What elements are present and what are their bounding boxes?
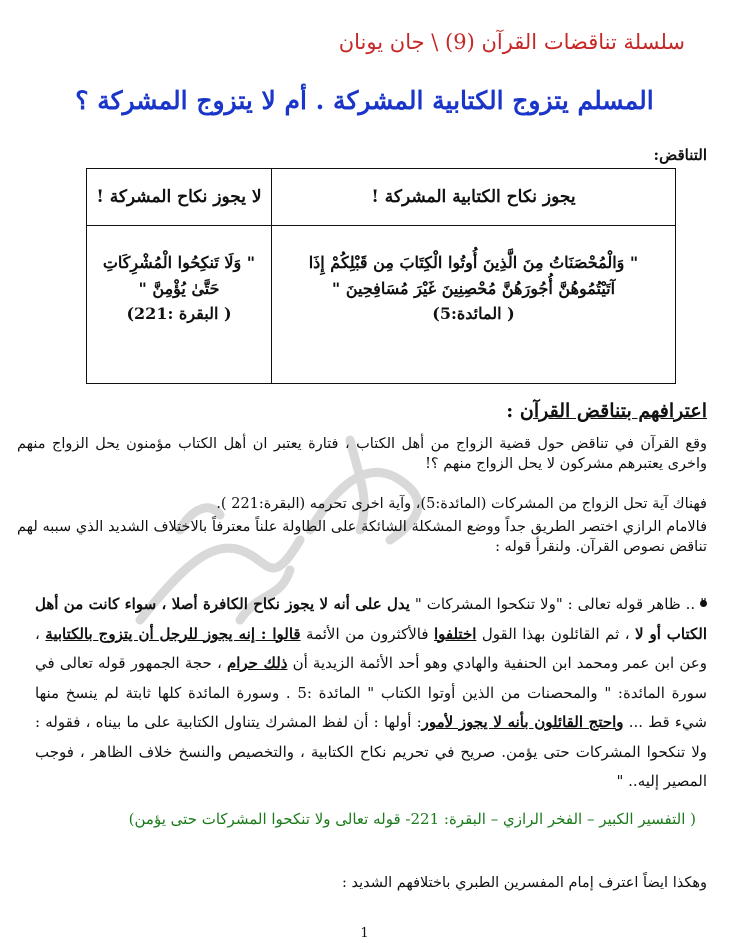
quote-part: ، ثم القائلون بهذا القول — [476, 624, 635, 643]
quote-part: ، حجة الجمهور قوله تعالى في سورة المائدة: " والمحصنات من الذين أوتوا الكتاب " المائدة :5 . وسورة المائدة كلها ثابتة لم ينسخ منها شيء قط ... — [35, 654, 707, 731]
quote-bold-underline: قالوا : إنه يجوز للرجل أن يتزوج بالكتابية — [45, 624, 301, 643]
section-heading — [506, 400, 707, 422]
paragraph-1: وقع القرآن في تناقض حول قضية الزواج من أهل الكتاب ، فتارة يعتبر ان أهل الكتاب مؤمنون يحل الزواج منهم واخرى يعتبرهم مشركون لا يحل الزواج منهم ؟! — [17, 436, 708, 472]
section-heading-text: اعترافهم بتناقض القرآن — [519, 400, 707, 422]
page-title: المسلم يتزوج الكتابية المشركة . أم لا يتزوج المشركة ؟ — [75, 86, 654, 115]
verse-maidah: " وَالْمُحْصَنَاتُ مِنَ الَّذِينَ أُوتُوا الْكِتَابَ مِن قَبْلِكُمْ إِذَا آتَيْتُمُوهُنَّ أُجُورَهُنَّ مُحْصِنِينَ غَيْرَ مُسَافِحِينَ " — [308, 253, 639, 298]
series-title: سلسلة تناقضات القرآن (9) \ جان يونان — [338, 30, 685, 54]
header-cell-permitted: يجوز نكاح الكتابية المشركة ! — [272, 169, 676, 226]
razi-quote — [35, 590, 707, 797]
paragraph-2: فهناك آية تحل الزواج من المشركات (المائدة:5)، وآية اخرى تحرمه (البقرة:221 ). — [216, 496, 707, 512]
comparison-table — [86, 168, 676, 384]
verse-cell-permitted — [272, 226, 676, 384]
header-cell-forbidden: لا يجوز نكاح المشركة ! — [87, 169, 272, 226]
ref-baqarah: ( البقرة :221) — [126, 304, 232, 324]
quote-part: ، وعن ابن عمر ومحمد ابن الحنفية والهادي وهو أحد الأئمة الزيدية أن — [35, 624, 707, 672]
quote-bold-underline: ذلك حرام — [226, 654, 288, 672]
section-heading-colon: : — [506, 400, 514, 422]
quote-part: " .. ظاهر قوله تعالى : "ولا تنكحوا المشركات " — [409, 595, 707, 613]
ref-maidah: ( المائدة:5) — [432, 304, 515, 324]
verse-baqarah: " وَلَا تَنكِحُوا الْمُشْرِكَاتِ حَتَّىٰ يُؤْمِنَّ " — [102, 253, 256, 298]
citation: ( التفسير الكبير – الفخر الرازي – البقرة: 221- قوله تعالى ولا تنكحوا المشركات حتى يؤمن) — [128, 810, 696, 828]
paragraph-3: فالامام الرازي اختصر الطريق جداً ووضع المشكلة الشائكة على الطاولة علناً معترفاً بالاختلاف الشديد الذي سببه لهم تناقض نصوص القرآن. ولنقرأ قوله : — [17, 519, 707, 555]
contradiction-label: التناقض: — [653, 146, 707, 164]
quote-bold-underline: واحتج القائلون بأنه لا يجوز لأمور — [421, 713, 624, 731]
quote-bold: يدل على أنه لا يجوز نكاح الكافرة أصلا ، سواء كانت من أهل الكتاب أو لا — [35, 595, 708, 643]
page-number: 1 — [360, 926, 369, 941]
verse-cell-forbidden — [87, 226, 272, 384]
quote-part: فالأكثرون من الأئمة — [300, 624, 434, 643]
quote-part: : أولها : أن لفظ المشرك يتناول الكتابية على ما بيناه ، فقوله : ولا تنكحوا المشركات حتى يؤمن. صريح في تحريم نكاح الكتابية ، والتخصيص والنسخ خلاف الظاهر ، فوجب المصير إليه.. " — [35, 713, 707, 790]
closing-line: وهكذا ايضاً اعترف إمام المفسرين الطبري باختلافهم الشديد : — [342, 875, 707, 891]
quote-bold-underline: اختلفوا — [433, 624, 477, 643]
